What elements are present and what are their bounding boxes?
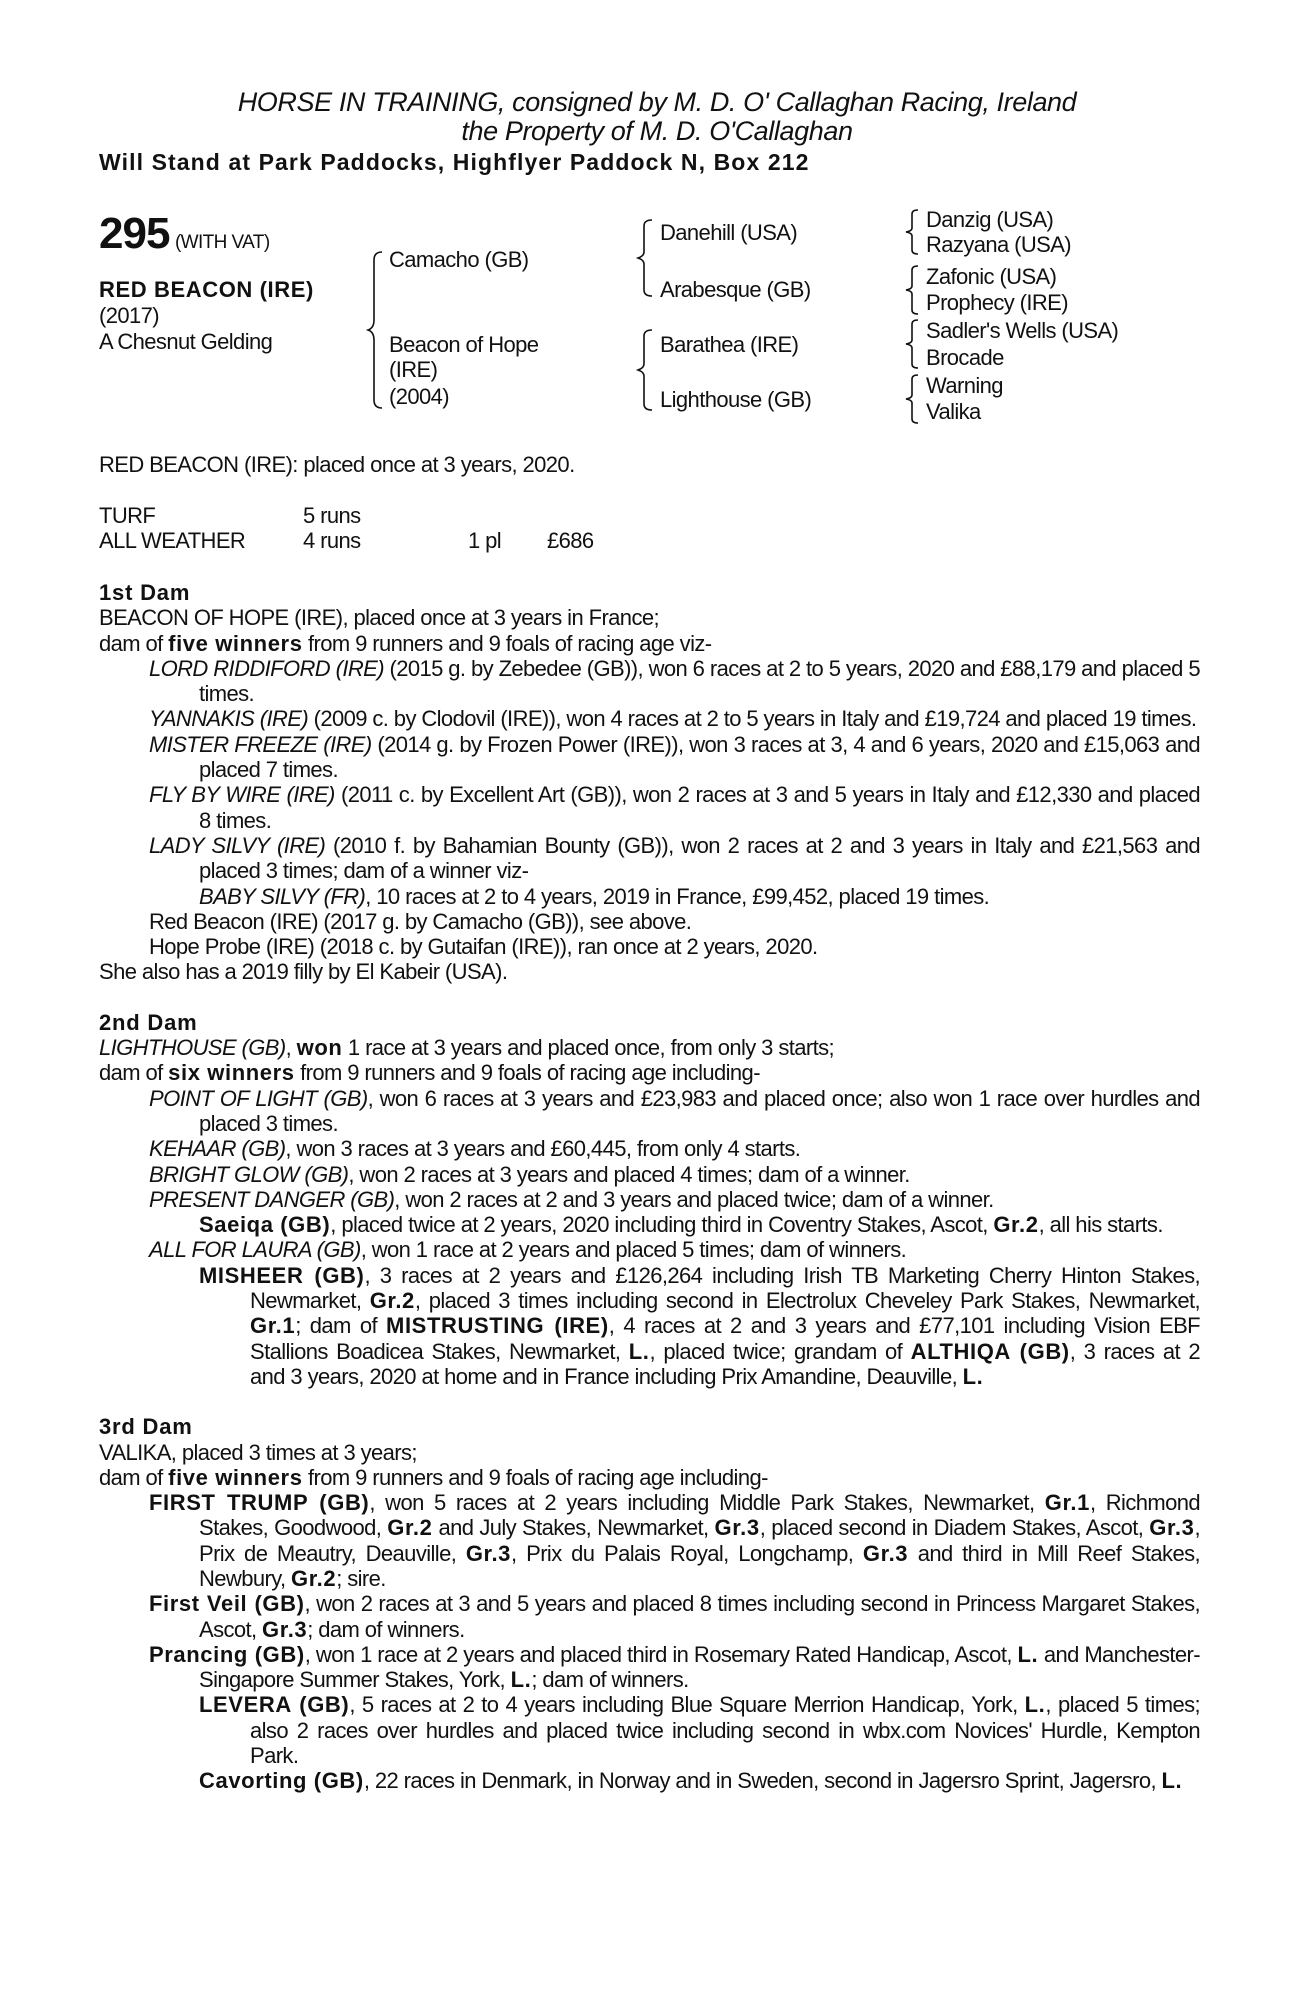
entry-text: , placed 3 times including second in Electrolux Cheveley Park Stakes, Newmarket, — [414, 1288, 1200, 1314]
brace-icon — [904, 208, 922, 256]
sire: Camacho (GB) — [389, 247, 529, 272]
bold-text: L. — [510, 1667, 532, 1693]
bold-text: ALTHIQA (GB) — [910, 1338, 1070, 1364]
entry-text: (2010 f. by Bahamian Bounty (GB)), won 2 races at 2 and 3 years in Italy and £21,563 and placed 3 times; dam of a winner viz- — [199, 832, 1200, 884]
record-prize: £686 — [547, 528, 594, 553]
produce-entry — [199, 884, 1200, 909]
produce-entry — [149, 833, 1200, 884]
entry-text: , 3 races at 2 years and £126,264 including Irish TB Marketing Cherry Hinton Stakes, Newmarket, — [250, 1262, 1200, 1314]
bold-text: Cavorting (GB) — [199, 1768, 364, 1794]
entry-text: , 4 races at 2 and 3 years and £77,101 including Vision EBF Stallions Boadicea Stakes, Newmarket, — [250, 1313, 1200, 1364]
entry-text: , won 2 races at 2 and 3 years and placed twice; dam of a winner. — [394, 1186, 994, 1212]
entry-text: 1 race at 3 years and placed once, from only 3 starts; — [342, 1035, 835, 1061]
entry-text: BEACON OF HOPE (IRE), placed once at 3 years in France; — [99, 605, 659, 631]
produce-record — [99, 580, 1200, 1819]
produce-entry — [99, 1440, 1200, 1465]
entry-text: (2015 g. by Zebedee (GB)), won 6 races at 2 to 5 years, 2020 and £88,179 and placed 5 times. — [199, 655, 1200, 707]
horse-name-italic: BABY SILVY (FR) — [199, 883, 366, 909]
lot-number: 295 — [99, 209, 170, 258]
produce-entry — [149, 1591, 1200, 1642]
entry-text: , 5 races at 2 to 4 years including Blue Square Merrion Handicap, York, — [349, 1692, 1025, 1718]
produce-entry — [99, 1035, 1200, 1060]
ancestor-g3: Valika — [926, 399, 981, 424]
entry-text: , Prix de Meautry, Deauville, — [199, 1515, 1200, 1566]
dam-section — [99, 1010, 1200, 1389]
produce-entry — [149, 909, 1200, 934]
entry-text: , placed twice; grandam of — [649, 1338, 911, 1364]
produce-entry — [149, 1162, 1200, 1187]
horse-name-italic: YANNAKIS (IRE) — [149, 706, 309, 732]
horse-name-italic: KEHAAR (GB) — [149, 1136, 286, 1162]
bold-text: L. — [1161, 1768, 1183, 1794]
entry-text: , all his starts. — [1038, 1212, 1163, 1238]
record-surface: ALL WEATHER — [99, 528, 246, 553]
produce-entry — [199, 1692, 1200, 1768]
produce-entry — [199, 1768, 1200, 1793]
horse-name-italic: POINT OF LIGHT (GB) — [149, 1085, 368, 1111]
horse-name-italic: LORD RIDDIFORD (IRE) — [149, 655, 384, 681]
horse-name-italic: FLY BY WIRE (IRE) — [149, 782, 335, 808]
bold-text: L. — [628, 1338, 650, 1364]
bold-text: Gr.3 — [465, 1540, 512, 1566]
entry-text: and July Stakes, Newmarket, — [432, 1515, 715, 1541]
bold-text: won — [296, 1035, 343, 1061]
bold-text: Gr.3 — [862, 1540, 909, 1566]
record-runs: 5 runs — [303, 503, 361, 528]
entry-text: , Richmond Stakes, Goodwood, — [199, 1490, 1200, 1541]
bold-text: MISHEER (GB) — [199, 1262, 365, 1288]
entry-text: , won 2 races at 3 and 5 years and placed 8 times including second in Princess Margaret Stakes, Ascot, — [199, 1591, 1200, 1642]
dam-year: (2004) — [389, 384, 449, 409]
bold-text: Gr.3 — [714, 1515, 760, 1541]
horse-name-italic: ALL FOR LAURA (GB) — [149, 1237, 361, 1263]
produce-entry — [149, 1490, 1200, 1591]
entry-text: , won 1 race at 2 years and placed third in Rosemary Rated Handicap, Ascot, — [304, 1641, 1018, 1667]
produce-entry — [149, 1237, 1200, 1262]
sire-dam: Arabesque (GB) — [660, 277, 811, 302]
entry-text: , 22 races in Denmark, in Norway and in Sweden, second in Jagersro Sprint, Jagersro, — [363, 1768, 1162, 1794]
entry-text: , won 1 race at 2 years and placed 5 times; dam of winners. — [360, 1237, 907, 1263]
entry-text: and Manchester-Singapore Summer Stakes, York, — [199, 1641, 1200, 1693]
entry-text: , won 5 races at 2 years including Middle Park Stakes, Newmarket, — [369, 1490, 1045, 1516]
entry-text: from 9 runners and 9 foals of racing age including- — [302, 1464, 768, 1490]
brace-icon — [366, 250, 386, 410]
entry-text: dam of — [99, 630, 169, 656]
section-heading: 3rd Dam — [99, 1414, 193, 1440]
consignor-line: HORSE IN TRAINING, consigned by M. D. O' Callaghan Racing, Ireland — [237, 87, 1077, 117]
produce-entry — [99, 959, 1200, 984]
produce-entry — [149, 1187, 1200, 1212]
brace-icon — [904, 373, 922, 425]
vat-label: (WITH VAT) — [174, 232, 270, 253]
bold-text: L. — [962, 1363, 984, 1389]
brace-icon — [636, 328, 656, 412]
ancestor-g3: Brocade — [926, 345, 1004, 370]
produce-entry — [99, 631, 1200, 656]
foaling-year: (2017) — [99, 303, 159, 328]
produce-entry — [199, 1212, 1200, 1237]
record-surface: TURF — [99, 503, 156, 528]
produce-entry — [199, 1263, 1200, 1389]
record-places: 1 pl — [468, 528, 502, 553]
produce-entry — [149, 1086, 1200, 1137]
bold-text: Gr.3 — [1149, 1515, 1195, 1541]
entry-text: , placed twice at 2 years, 2020 including third in Coventry Stakes, Ascot, — [330, 1212, 994, 1238]
horse-name: RED BEACON (IRE) — [99, 277, 314, 302]
dam-country: (IRE) — [389, 357, 438, 382]
entry-text: , — [285, 1035, 297, 1061]
entry-text: , placed 5 times; also 2 races over hurdles and placed twice including second in wbx.com Novices' Hurdle, Kempton Park. — [250, 1692, 1200, 1769]
bold-text: MISTRUSTING (IRE) — [386, 1313, 609, 1339]
bold-text: Gr.1 — [250, 1313, 296, 1339]
sire-sire: Danehill (USA) — [660, 220, 798, 245]
produce-entry — [99, 1060, 1200, 1085]
bold-text: five winners — [168, 1464, 303, 1490]
horse-name-italic: LIGHTHOUSE (GB) — [99, 1035, 286, 1061]
dam-name: Beacon of Hope — [389, 332, 539, 357]
stand-location: Will Stand at Park Paddocks, Highflyer Paddock N, Box 212 — [99, 149, 810, 175]
brace-icon — [904, 264, 922, 316]
horse-name-italic: BRIGHT GLOW (GB) — [149, 1161, 349, 1187]
entry-text: ; sire. — [336, 1565, 386, 1591]
entry-text: , 10 races at 2 to 4 years, 2019 in France, £99,452, placed 19 times. — [365, 883, 990, 909]
entry-text: , won 6 races at 3 years and £23,983 and placed once; also won 1 race over hurdles and placed 3 times. — [199, 1085, 1200, 1136]
entry-text: , won 3 races at 3 years and £60,445, from only 4 starts. — [285, 1136, 801, 1162]
record-runs: 4 runs — [303, 528, 361, 553]
produce-entry — [99, 605, 1200, 630]
horse-name-italic: PRESENT DANGER (GB) — [149, 1186, 395, 1212]
entry-text: VALIKA, placed 3 times at 3 years; — [99, 1439, 417, 1465]
dam-sire: Barathea (IRE) — [660, 332, 799, 357]
lot-number-row — [99, 209, 270, 265]
ancestor-g3: Danzig (USA) — [926, 207, 1054, 232]
entry-text: (2011 c. by Excellent Art (GB)), won 2 races at 3 and 5 years in Italy and £12,330 and placed 8 times. — [199, 782, 1200, 833]
entry-text: and third in Mill Reef Stakes, Newbury, — [199, 1540, 1201, 1591]
bold-text: Gr.2 — [387, 1515, 433, 1541]
bold-text: Gr.1 — [1044, 1490, 1090, 1516]
ancestor-g3: Warning — [926, 373, 1003, 398]
horse-description: A Chesnut Gelding — [99, 329, 273, 354]
horse-name-italic: LADY SILVY (IRE) — [149, 832, 326, 858]
entry-text: Red Beacon (IRE) (2017 g. by Camacho (GB)), see above. — [149, 908, 692, 934]
bold-text: L. — [1024, 1692, 1046, 1718]
entry-text: ; dam of winners. — [531, 1667, 689, 1693]
ancestor-g3: Prophecy (IRE) — [926, 290, 1068, 315]
produce-entry — [149, 706, 1200, 731]
dam-dam: Lighthouse (GB) — [660, 387, 812, 412]
entry-text: , Prix du Palais Royal, Longchamp, — [511, 1540, 863, 1566]
entry-text: from 9 runners and 9 foals of racing age including- — [294, 1060, 760, 1086]
bold-text: First Veil (GB) — [149, 1591, 305, 1617]
produce-entry — [149, 1642, 1200, 1693]
bold-text: six winners — [168, 1060, 295, 1086]
ancestor-g3: Razyana (USA) — [926, 232, 1072, 257]
section-heading: 2nd Dam — [99, 1009, 198, 1035]
produce-entry — [149, 732, 1200, 783]
entry-text: from 9 runners and 9 foals of racing age viz- — [302, 630, 712, 656]
horse-name-italic: MISTER FREEZE (IRE) — [149, 731, 372, 757]
dam-section — [99, 580, 1200, 985]
entry-text: Hope Probe (IRE) (2018 c. by Gutaifan (IRE)), ran once at 2 years, 2020. — [149, 934, 818, 960]
bold-text: Gr.2 — [291, 1565, 337, 1591]
entry-text: (2009 c. by Clodovil (IRE)), won 4 races at 2 to 5 years in Italy and £19,724 and placed 19 times. — [308, 706, 1197, 732]
entry-text: dam of — [99, 1060, 169, 1086]
produce-entry — [149, 782, 1200, 833]
bold-text: Gr.2 — [993, 1212, 1039, 1238]
entry-text: ; dam of winners. — [307, 1616, 465, 1642]
entry-text: , won 2 races at 3 years and placed 4 times; dam of a winner. — [348, 1161, 910, 1187]
bold-text: Gr.3 — [262, 1616, 308, 1642]
entry-text: , placed second in Diadem Stakes, Ascot, — [759, 1515, 1150, 1541]
produce-entry — [149, 656, 1200, 707]
bold-text: Gr.2 — [369, 1288, 415, 1314]
property-line: the Property of M. D. O'Callaghan — [461, 116, 853, 146]
bold-text: Saeiqa (GB) — [199, 1212, 331, 1238]
section-heading: 1st Dam — [99, 580, 191, 605]
entry-text: (2014 g. by Frozen Power (IRE)), won 3 races at 3, 4 and 6 years, 2020 and £15,063 and placed 7 times. — [199, 731, 1200, 783]
brace-icon — [636, 218, 656, 298]
bold-text: LEVERA (GB) — [199, 1692, 350, 1718]
bold-text: Prancing (GB) — [149, 1641, 305, 1667]
entry-text: , 3 races at 2 and 3 years, 2020 at home and in France including Prix Amandine, Deauville, — [250, 1338, 1200, 1389]
bold-text: L. — [1017, 1641, 1039, 1667]
entry-text: dam of — [99, 1464, 169, 1490]
produce-entry — [149, 1136, 1200, 1161]
bold-text: five winners — [168, 630, 303, 656]
dam-section — [99, 1414, 1200, 1793]
ancestor-g3: Sadler's Wells (USA) — [926, 318, 1119, 343]
bold-text: FIRST TRUMP (GB) — [149, 1490, 370, 1516]
produce-entry — [149, 934, 1200, 959]
entry-text: ; dam of — [295, 1313, 387, 1339]
ancestor-g3: Zafonic (USA) — [926, 264, 1057, 289]
entry-text: She also has a 2019 filly by El Kabeir (USA). — [99, 959, 508, 985]
brace-icon — [904, 318, 922, 370]
race-summary: RED BEACON (IRE): placed once at 3 years, 2020. — [99, 452, 575, 477]
produce-entry — [99, 1465, 1200, 1490]
